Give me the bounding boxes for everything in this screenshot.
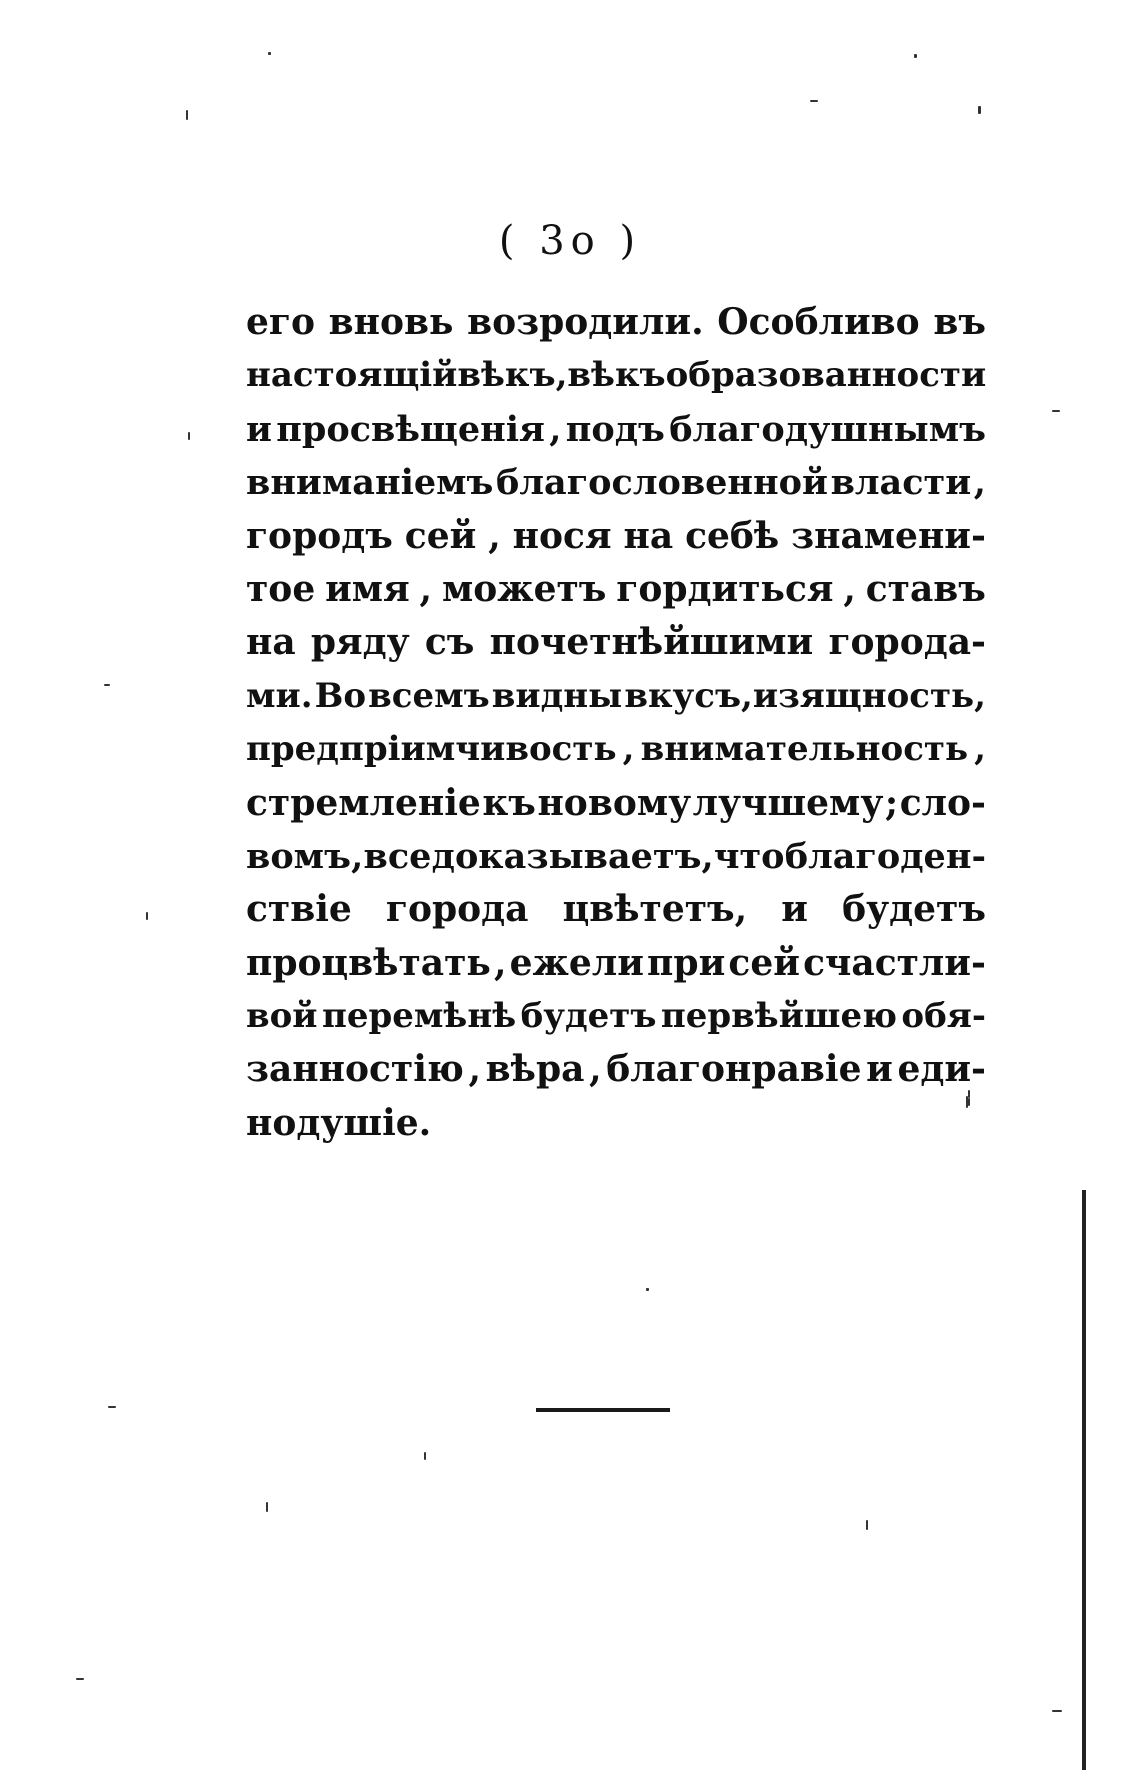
word: почетнѣйшими (489, 621, 814, 664)
end-rule (536, 1408, 670, 1412)
word: процвѣтать (246, 941, 491, 984)
word: вкусъ,изящность, (624, 675, 986, 716)
scan-speck (108, 1406, 116, 1408)
text-line (246, 777, 986, 830)
word: все (363, 835, 432, 877)
text-line (246, 670, 986, 723)
word: города (385, 888, 529, 931)
scan-speck (424, 1452, 426, 1460)
word: сей (404, 514, 477, 557)
scan-speck (146, 912, 148, 920)
word: обя- (901, 996, 986, 1037)
word: Особливо (717, 301, 920, 343)
scan-speck (968, 1098, 970, 1106)
word: занностію (246, 1048, 464, 1091)
word: имя (325, 567, 410, 610)
word: всемъ (368, 675, 490, 716)
scan-speck (266, 1502, 268, 1512)
word: предпріимчивость (246, 729, 617, 770)
word: гордиться (616, 567, 834, 610)
scan-speck (968, 1090, 970, 1098)
word: будетъ (842, 888, 986, 931)
text-line (246, 296, 986, 349)
word: сей (728, 941, 800, 984)
word: , (488, 514, 501, 557)
scan-speck (104, 684, 110, 686)
word: , (555, 355, 568, 396)
word: благонравіе (606, 1048, 862, 1091)
word: его (246, 301, 315, 343)
word: стремленіе (246, 781, 481, 824)
scan-speck (1052, 410, 1060, 412)
scan-speck (1052, 1710, 1062, 1712)
scan-speck (186, 110, 188, 120)
text-line (246, 883, 986, 936)
scan-speck (914, 54, 917, 58)
word: при (647, 941, 726, 984)
word: тое (246, 567, 316, 610)
word: , (843, 567, 856, 610)
word: ствіе (246, 888, 352, 931)
word: нодушіе. (246, 1101, 432, 1144)
scan-speck (268, 52, 271, 55)
text-line (246, 1043, 986, 1096)
word: счастли- (803, 941, 986, 984)
scan-speck (866, 1520, 868, 1530)
page-number: ( 3o ) (498, 218, 642, 264)
word: настоящій (246, 355, 458, 396)
scan-speck (188, 432, 190, 440)
word: вой (246, 996, 318, 1037)
scan-speck (810, 100, 818, 102)
scan-speck (646, 1288, 649, 1291)
word: , (493, 941, 507, 984)
word: образованности (665, 355, 987, 396)
word: , (973, 462, 986, 504)
word: подъ (565, 408, 665, 450)
word: вниманіемъ (246, 462, 494, 504)
word: еди- (897, 1048, 986, 1091)
text-line (246, 403, 986, 456)
word: власти (830, 462, 972, 504)
word: ряду (310, 621, 410, 664)
body-text (246, 296, 986, 1150)
word: на (623, 514, 674, 557)
word: на (246, 621, 296, 664)
scan-speck (978, 106, 981, 114)
word: можетъ (441, 567, 607, 610)
word: что (713, 835, 785, 877)
text-line (246, 937, 986, 990)
word: съ (424, 621, 475, 664)
scan-speck (76, 1678, 84, 1680)
page-edge-line (1082, 1190, 1086, 1770)
word: видны (491, 675, 623, 716)
word: просвѣщенія (276, 408, 545, 450)
text-line (246, 830, 986, 883)
word: внимательность (640, 729, 969, 770)
word: доказываетъ, (431, 835, 714, 877)
word: и (866, 1048, 893, 1091)
word: сло- (899, 781, 986, 824)
word: и (781, 888, 808, 931)
word: благодушнымъ (669, 408, 986, 450)
word: ставъ (865, 567, 986, 610)
word: лучшему (692, 781, 884, 824)
word: вомъ (246, 835, 351, 877)
word: знамени- (791, 514, 986, 557)
word: , (974, 729, 986, 770)
word: перемѣнѣ (321, 996, 517, 1037)
word: , (419, 567, 433, 610)
word: къ (482, 781, 536, 824)
word: города- (828, 621, 986, 664)
word: , (622, 729, 635, 770)
text-line (246, 510, 986, 563)
word: вѣкъ (457, 355, 556, 396)
word: городъ (246, 514, 393, 557)
text-line (246, 723, 986, 776)
word: первѣйшею (660, 996, 897, 1037)
word: нося (512, 514, 612, 557)
word: цвѣтетъ, (562, 888, 748, 931)
word: ; (884, 781, 899, 824)
text-line (246, 563, 986, 616)
word: вновь (328, 301, 454, 343)
word: ми. (246, 675, 313, 716)
text-line (246, 349, 986, 402)
text-line (246, 1097, 986, 1150)
word: новому (537, 781, 692, 824)
word: вѣкъ (567, 355, 666, 396)
text-line (246, 456, 986, 509)
word: ежели (509, 941, 644, 984)
word: , (589, 1048, 602, 1091)
word: въ (933, 301, 986, 343)
word: , (351, 835, 364, 877)
word: благоден- (784, 835, 986, 877)
word: , (549, 408, 562, 450)
word: , (468, 1048, 481, 1091)
word: вѣра (485, 1048, 585, 1091)
word: и (246, 408, 272, 450)
word: Во (314, 675, 367, 716)
text-line (246, 990, 986, 1043)
text-line (246, 616, 986, 669)
word: будетъ (520, 996, 657, 1037)
word: себѣ (685, 514, 780, 557)
word: благословенной (496, 462, 828, 504)
word: возродили. (467, 301, 704, 343)
